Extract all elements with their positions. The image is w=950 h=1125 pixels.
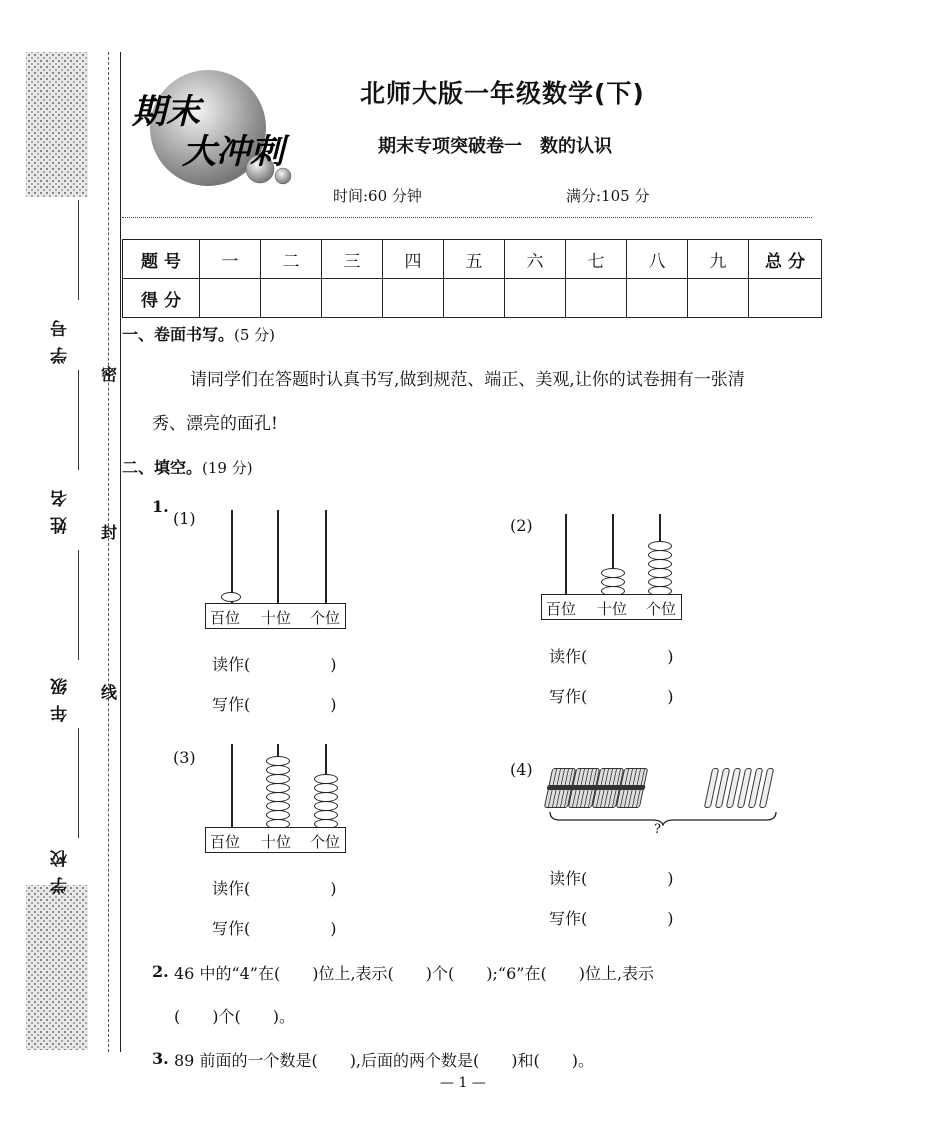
score-cell[interactable] <box>749 279 822 318</box>
section-1-line-2: 秀、漂亮的面孔! <box>152 414 278 434</box>
label-school: 学校 <box>51 840 71 894</box>
place-hundreds: 百位 <box>210 609 241 627</box>
q3-number: 3. <box>152 1049 169 1068</box>
bead <box>648 541 672 551</box>
bead <box>601 577 625 587</box>
q1-1-read[interactable]: 读作( ) <box>212 655 337 674</box>
score-cell[interactable] <box>505 279 566 318</box>
score-cell[interactable] <box>383 279 444 318</box>
section-2-points: (19 分) <box>202 459 253 477</box>
q1-2-read[interactable]: 读作( ) <box>549 647 674 666</box>
page-number: — 1 — <box>440 1075 486 1091</box>
q1-part-1-label: (1) <box>173 509 196 528</box>
brace-question-mark: ? <box>654 822 661 837</box>
exam-time: 时间:60 分钟 <box>333 187 422 205</box>
section-1-title: 一、卷面书写。 <box>122 325 235 344</box>
score-header-cell: 二 <box>261 240 322 279</box>
place-tens: 十位 <box>597 600 628 618</box>
score-header-cell: 三 <box>322 240 383 279</box>
blank-grade <box>78 550 79 660</box>
section-2-heading <box>122 455 253 478</box>
q1-part-3-label: (3) <box>173 748 196 767</box>
place-tens: 十位 <box>261 609 292 627</box>
binding-pattern-bottom <box>26 885 88 1050</box>
rod-ones <box>325 510 327 604</box>
seal-solid-line <box>120 52 121 1052</box>
score-cell[interactable] <box>200 279 261 318</box>
place-ones: 个位 <box>310 609 341 627</box>
rod-hundreds <box>231 510 233 604</box>
score-header-cell: 七 <box>566 240 627 279</box>
label-student-no: 学号 <box>51 310 71 364</box>
score-header-cell: 一 <box>200 240 261 279</box>
q2-line-1: 46 中的“4”在( )位上,表示( )个( );“6”在( )位上,表示 <box>174 964 655 983</box>
score-cell[interactable] <box>566 279 627 318</box>
score-cell[interactable] <box>688 279 749 318</box>
q2-number: 2. <box>152 962 169 981</box>
q3-text: 89 前面的一个数是( ),后面的两个数是( )和( )。 <box>174 1051 594 1070</box>
score-cell[interactable] <box>627 279 688 318</box>
place-ones: 个位 <box>646 600 677 618</box>
seal-dashed-line <box>108 52 109 1052</box>
q1-part-2-label: (2) <box>510 516 533 535</box>
q1-1-write[interactable]: 写作( ) <box>212 695 337 714</box>
abacus-frame <box>541 594 682 620</box>
section-1-points: (5 分) <box>234 326 276 344</box>
score-header-cell: 题 号 <box>123 240 200 279</box>
bead <box>648 568 672 578</box>
brace <box>548 810 778 826</box>
q1-3-write[interactable]: 写作( ) <box>212 919 337 938</box>
score-table-header-row <box>123 240 822 279</box>
page-title: 北师大版一年级数学(下) <box>360 79 645 108</box>
bead <box>314 783 338 793</box>
blank-school <box>78 728 79 838</box>
score-row-label: 得 分 <box>123 279 200 318</box>
q1-4-write[interactable]: 写作( ) <box>549 909 674 928</box>
logo-text-2: 大冲刺 <box>182 132 284 172</box>
bead <box>648 559 672 569</box>
label-grade: 年级 <box>51 668 71 722</box>
abacus-1 <box>205 510 347 630</box>
logo <box>128 66 303 191</box>
logo-text-1: 期末 <box>132 92 200 132</box>
bead <box>314 801 338 811</box>
page-subtitle: 期末专项突破卷一 数的认识 <box>378 136 612 157</box>
score-cell[interactable] <box>322 279 383 318</box>
blank-name <box>78 370 79 470</box>
label-name: 姓名 <box>51 480 71 534</box>
bead <box>266 765 290 775</box>
abacus-frame <box>205 603 346 629</box>
score-cell[interactable] <box>444 279 505 318</box>
place-hundreds: 百位 <box>546 600 577 618</box>
bead <box>314 792 338 802</box>
bead <box>314 774 338 784</box>
score-table <box>122 239 822 318</box>
bead <box>266 774 290 784</box>
score-table-score-row <box>123 279 822 318</box>
score-header-cell: 六 <box>505 240 566 279</box>
seal-mi: 密 <box>101 365 118 384</box>
score-header-cell: 八 <box>627 240 688 279</box>
bead <box>266 810 290 820</box>
bead <box>266 756 290 766</box>
bead <box>648 577 672 587</box>
place-hundreds: 百位 <box>210 833 241 851</box>
blank-student-no <box>78 200 79 300</box>
binding-pattern-top <box>26 52 88 197</box>
q2-line-2: ( )个( )。 <box>174 1007 295 1026</box>
q1-2-write[interactable]: 写作( ) <box>549 687 674 706</box>
q1-part-4-label: (4) <box>510 760 533 779</box>
section-1-heading <box>122 322 275 345</box>
q1-4-read[interactable]: 读作( ) <box>549 869 674 888</box>
place-tens: 十位 <box>261 833 292 851</box>
abacus-frame <box>205 827 346 853</box>
score-cell[interactable] <box>261 279 322 318</box>
rod-hundreds <box>231 744 233 828</box>
score-header-cell: 四 <box>383 240 444 279</box>
q1-number: 1. <box>152 497 169 516</box>
header-divider <box>122 217 812 218</box>
exam-full-score: 满分:105 分 <box>566 187 650 205</box>
bead <box>314 810 338 820</box>
score-header-cell: 九 <box>688 240 749 279</box>
place-ones: 个位 <box>310 833 341 851</box>
abacus-3 <box>205 744 347 856</box>
score-header-cell: 总 分 <box>749 240 822 279</box>
abacus-2 <box>541 514 683 624</box>
rod-hundreds <box>565 514 567 594</box>
score-header-cell: 五 <box>444 240 505 279</box>
seal-xian: 线 <box>101 683 118 702</box>
rod-tens <box>277 510 279 604</box>
seal-feng: 封 <box>101 523 118 542</box>
bead <box>266 783 290 793</box>
bead <box>221 592 241 602</box>
bead <box>648 550 672 560</box>
q1-3-read[interactable]: 读作( ) <box>212 879 337 898</box>
bead <box>266 801 290 811</box>
section-2-title: 二、填空。 <box>122 458 203 477</box>
stick-bundles <box>548 768 778 838</box>
bead <box>266 792 290 802</box>
bead <box>601 568 625 578</box>
section-1-line-1: 请同学们在答题时认真书写,做到规范、端正、美观,让你的试卷拥有一张清 <box>190 370 745 390</box>
